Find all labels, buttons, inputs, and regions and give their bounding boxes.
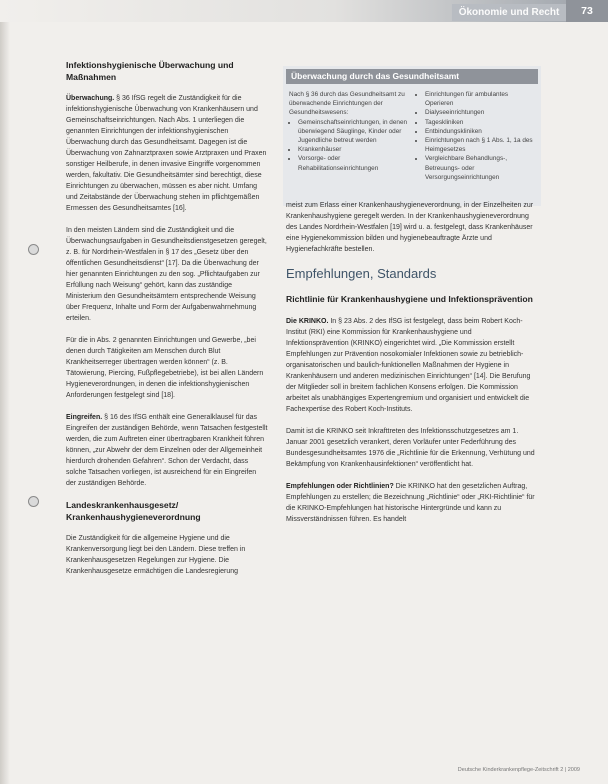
subsection-heading: Richtlinie für Krankenhaushygiene und Infektionsprävention [286,294,533,304]
paragraph [286,316,536,415]
info-box-intro: Nach § 36 durch das Gesundheitsamt zu überwachende Einrichtungen der Gesundheitswesens: [289,91,405,117]
paragraph: meist zum Erlass einer Krankenhaushygieneverordnung, in der Einzelheiten zur Krankenhaushygiene geregelt werden. In der Krankenhaushygieneverordnung des Landes Nordrhein-Westfalen [19] wird u. a. festgelegt, dass Krankenhäuser eine Hygienekommission bilden und hygienebeauftragte Ärzte und Hygienefachkräfte bestellen. [286,202,534,253]
paragraph-lead: Eingreifen. [66,414,103,421]
paragraph [66,412,268,489]
paragraph-lead: Überwachung. [66,95,115,102]
section-heading-large: Empfehlungen, Standards [286,266,437,281]
paragraph-text: Die KRINKO hat den gesetzlichen Auftrag, Empfehlungen zu erstellen; die Bezeichnung „Richtlinie“ oder „RKI-Richtlinie“ für die KRINKO-Empfehlungen hat historische Hintergründe und kann zu Missverständnissen führen. Es handelt [286,482,535,523]
paragraph: Damit ist die KRINKO seit Inkrafttreten des Infektionsschutzgesetzes am 1. Januar 2001 gesetzlich verankert, deren Vorläufer unter Federführung des Bundesgesundheitsamtes 1976 die „Richtlinie für die Erkennung, Verhütung und Bekämpfung von Krankenhausinfektionen“ veröffentlicht hat. [286,427,535,468]
section-heading: Infektionshygienische Überwachung und Maßnahmen [66,60,234,82]
list-item: • Dialyseeinrichtungen [425,108,535,117]
page-fold-shadow [0,0,10,784]
paragraph [286,481,536,525]
paragraph: In den meisten Ländern sind die Zuständigkeit und die Überwachungsaufgaben in Gesundheitsdienstgesetzen geregelt, z. B. für Nordrhein-Westfalen in § 17 des „Gesetz über den öffentlichen Gesundheitsdienst“ [17]. Da die Überwachung der hier genannten Einrichtungen zu den sog. „Pflichtaufgaben zur Erfüllung nach Weisung“ gehört, kann das zuständige Ministerium den Gesundheitsämtern entsprechende Weisung über Frequenz, Inhalte und Form der Aufgabenwahrnehmung erteilen. [66,227,267,322]
paragraph: Für die in Abs. 2 genannten Einrichtungen und Gewerbe, „bei denen durch Tätigkeiten am Menschen durch Blut Krankheitserreger übertragen werden können“ (z. B. Tätowierung, Piercing, Fußpflegebetriebe), ist bei allen Ländern Hygieneverordnungen, in denen die infektionshygienischen Anforderungen festgelegt sind [18]. [66,337,264,399]
paragraph-text: § 36 IfSG regelt die Zuständigkeit für die infektionshygienische Überwachung von Krankenhäusern und Gemeinschaftseinrichtungen. Nach Abs. 1 unterliegen die genannten Einrichtungen der infektionshygienischen Überwachung durch das Gesundheitsamt. Dagegen ist die Überwachung von Zahnarztpraxen sowie Arztpraxen und Praxen sonstiger Heilberufe, in denen invasive Eingriffe vorgenommen werden, fakultativ. Die Gesundheitsämter sind berechtigt, diese Einrichtungen zu überwachen, müssen es aber nicht. Umfang und Zeitabstände der Überwachung stehen im pflichtgemäßen Ermessen des Gesundheitsamtes [16]. [66,95,267,212]
list-item: • Gemeinschaftseinrichtungen, in denen überwiegend Säuglinge, Kinder oder Jugendliche betreut werden [298,118,410,146]
paragraph-lead: Empfehlungen oder Richtlinien? [286,482,394,490]
info-box-title: Überwachung durch das Gesundheitsamt [286,69,538,84]
info-box-right-column [416,90,535,182]
section-title: Ökonomie und Recht [452,4,566,21]
right-column [286,200,536,536]
paragraph-lead: Die KRINKO. [286,317,329,325]
paragraph: Die Zuständigkeit für die allgemeine Hygiene und die Krankenversorgung liegt bei den Ländern. Diese treffen in Krankenhausgesetzen Regelungen zur Hygiene. Die Krankenhausgesetze ermächtigen die Landesregierung [66,535,246,575]
left-column [66,60,268,588]
list-item: • Einrichtungen für ambulantes Operieren [425,90,535,108]
info-box-left-column [289,90,410,182]
paragraph-text: § 16 des IfSG enthält eine Generalklausel für das Eingreifen der zuständigen Behörde, wenn Tatsachen festgestellt werden, die zum Auftreten einer übertragbaren Krankheit führen können, „zur Abwehr der dem Einzelnen oder der Allgemeinheit hierdurch drohenden Gefahren“. Schon der Verdacht, dass solche Tatsachen vorliegen, ist ausreichend für ein Eingreifen der zuständigen Behörde. [66,414,268,487]
list-item: • Einrichtungen nach § 1 Abs. 1, 1a des Heimgesetzes [425,136,535,154]
info-box [283,66,541,206]
paragraph [66,93,268,214]
margin-punch-mark [28,244,39,255]
page-footer: Deutsche Kinderkrankenpflege-Zeitschrift 2 | 2009 [457,767,580,773]
section-heading: Landeskrankenhausgesetz/ Krankenhaushygieneverordnung [66,500,201,522]
list-item: • Tageskliniken [425,118,535,127]
list-item: • Vergleichbare Behandlungs-, Betreuungs- oder Versorgungseinrichtungen [425,154,535,182]
list-item: • Krankenhäuser [298,145,410,154]
list-item: • Vorsorge- oder Rehabilitationseinrichtungen [298,154,410,172]
page-number: 73 [566,0,608,22]
paragraph-text: In § 23 Abs. 2 des IfSG ist festgelegt, dass beim Robert Koch-Institut (RKI) eine Kommission für Krankenhaushygiene und Infektionsprävention (KRINKO) eingerichtet wird. „Die Kommission erstellt Empfehlungen zur Prävention nosokomialer Infektionen sowie zu betrieblich-organisatorischen und baulich-funktionellen Maßnahmen der Hygiene in Krankenhäusern und anderen medizinischen Einrichtungen“ [14]. Die Berufung der Mitglieder soll in breitem fachlichen Konsens erfolgen. Die Kommission arbeitet als unabhängiges Expertengremium und organisiert und entwickelt die Fachexpertise des Robert Koch-Instituts. [286,317,531,413]
list-item: • Entbindungskliniken [425,127,535,136]
margin-punch-mark [28,496,39,507]
